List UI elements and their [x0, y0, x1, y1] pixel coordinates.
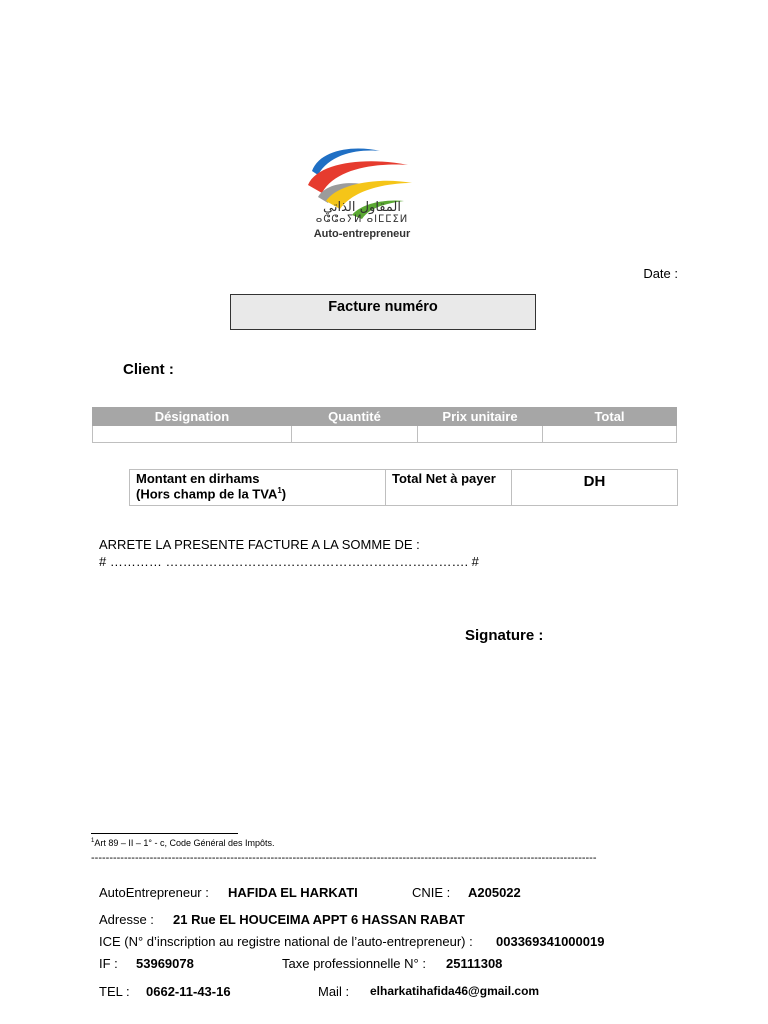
totals-table [129, 469, 678, 506]
currency-label: DH [583, 473, 606, 490]
logo-tifinagh-text: ⴰⵛⵛⴰⵢⵍ ⴰⵏⵎⵎⵉⵍ [315, 214, 409, 225]
column-header-total: Total [543, 408, 677, 426]
footnote: $^1$Art 89 – II – 1° - c, Code Général des Impôts. [91, 838, 275, 848]
net-amount-cell[interactable] [512, 470, 678, 506]
taxe-value: 25111308 [446, 956, 503, 971]
tel-label: TEL : [99, 984, 130, 999]
column-header-quantity: Quantité [292, 408, 418, 426]
cell-unit-price[interactable] [418, 426, 543, 443]
if-label: IF : [99, 956, 118, 971]
tel-value: 0662-11-43-16 [146, 984, 231, 999]
logo-french-text: Auto-entrepreneur [313, 228, 411, 240]
amount-label-line2: (Hors champ de la TVA$^1$) [136, 486, 287, 502]
net-label-cell [386, 470, 512, 506]
invoice-title: Facture numéro [328, 299, 438, 315]
address-label: Adresse : [99, 912, 154, 927]
cell-designation[interactable] [93, 426, 292, 443]
if-value: 53969078 [136, 956, 194, 971]
invoice-title-box [230, 294, 536, 330]
column-header-unit-price: Prix unitaire [418, 408, 543, 426]
taxe-label: Taxe professionnelle N° : [282, 956, 426, 971]
items-table [92, 407, 677, 443]
logo-arabic-text: المقاول الذاتي [323, 200, 401, 215]
items-header-row [93, 408, 677, 426]
auto-entrepreneur-value: HAFIDA EL HARKATI [228, 885, 358, 900]
column-header-designation: Désignation [93, 408, 292, 426]
table-row [93, 426, 677, 443]
ice-value: 003369341000019 [496, 934, 605, 949]
amount-label-cell [130, 470, 386, 506]
cnie-value: A205022 [468, 885, 521, 900]
arrete-text: ARRETE LA PRESENTE FACTURE A LA SOMME DE : [99, 537, 420, 552]
mail-label: Mail : [318, 984, 350, 999]
cell-total[interactable] [543, 426, 677, 443]
cell-quantity[interactable] [292, 426, 418, 443]
amount-label-line1: Montant en dirhams [136, 471, 260, 486]
totals-row [130, 470, 678, 506]
footnote-ref: 1 [277, 486, 282, 495]
footnote-rule [91, 833, 238, 834]
address-value: 21 Rue EL HOUCEIMA APPT 6 HASSAN RABAT [173, 912, 465, 927]
signature-label: Signature : [465, 627, 544, 644]
auto-entrepreneur-label: AutoEntrepreneur : [99, 885, 209, 900]
net-label: Total Net à payer [392, 471, 496, 486]
mail-value[interactable]: elharkatihafida46@gmail.com [370, 984, 540, 998]
separator-line: ------------------------------------------------------------------------------------------------------------------------------------------ [91, 852, 597, 864]
cnie-label: CNIE : [412, 885, 451, 900]
date-label: Date : [643, 266, 678, 281]
amount-in-words-field[interactable]: # ………… ……………………………………………………………. # [99, 554, 479, 569]
client-label: Client : [123, 361, 174, 378]
ice-label: ICE (N° d’inscription au registre national de l’auto-entrepreneur) : [99, 934, 473, 949]
